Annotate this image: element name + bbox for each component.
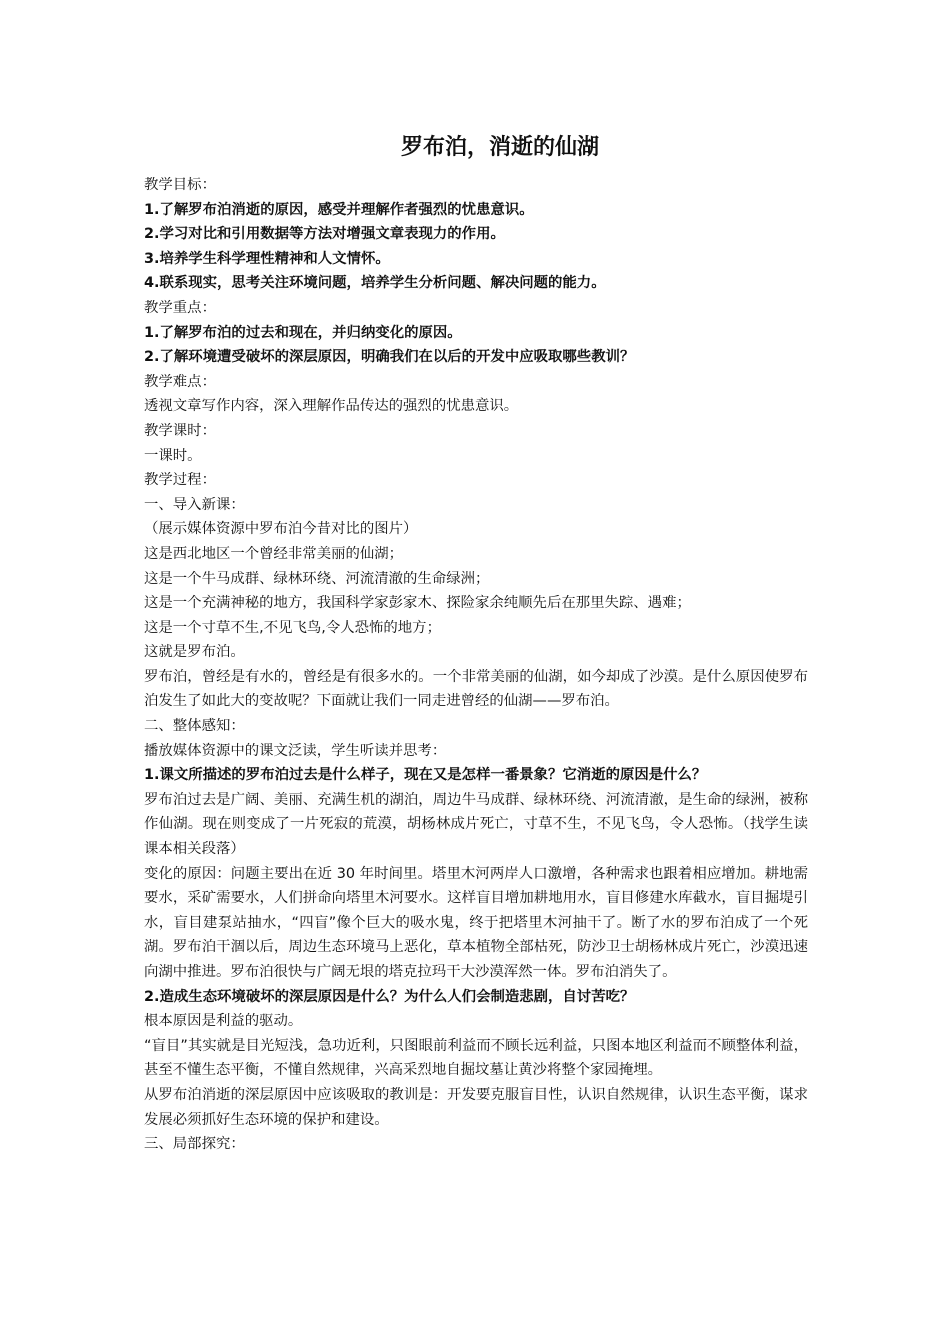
body-line: 三、局部探究： [144,1136,245,1153]
body-line: 教学课时： [144,422,216,439]
body-line: 一课时。 [144,447,202,464]
body-line: 4.联系现实，思考关注环境问题，培养学生分析问题、解决问题的能力。 [144,275,606,292]
body-line: 2.造成生态环境破坏的深层原因是什么？为什么人们会制造悲剧，自讨苦吃？ [144,988,635,1005]
body-line: 教学难点： [144,373,216,390]
body-line: 这是一个寸草不生,不见飞鸟,令人恐怖的地方； [144,619,441,636]
body-line: 1.了解罗布泊消逝的原因，感受并理解作者强烈的忧患意识。 [144,201,534,218]
body-line: 1.课文所描述的罗布泊过去是什么样子，现在又是怎样一番景象？它消逝的原因是什么？ [144,767,707,784]
body-line: 2.学习对比和引用数据等方法对增强文章表现力的作用。 [144,226,505,243]
body-line: 罗布泊，曾经是有水的，曾经是有很多水的。一个非常美丽的仙湖，如今却成了沙漠。是什么原因使罗布泊发生了如此大的变故呢？下面就让我们一同走进曾经的仙湖——罗布泊。 [144,668,808,710]
body-line: 根本原因是利益的驱动。 [144,1013,303,1030]
body-line: 这是西北地区一个曾经非常美丽的仙湖； [144,545,404,562]
body-line: 2.了解环境遭受破坏的深层原因，明确我们在以后的开发中应吸取哪些教训？ [144,349,635,366]
body-line: 这是一个牛马成群、绿林环绕、河流清澈的生命绿洲； [144,570,490,587]
body-line: 3.培养学生科学理性精神和人文情怀。 [144,250,390,267]
body-line: 变化的原因：问题主要出在近 30 年时间里。塔里木河两岸人口激增，各种需求也跟着相应增加。耕地需要水，采矿需要水，人们拼命向塔里木河要水。这样盲目增加耕地用水，盲目修建水库截水，盲目掘堤引水，盲目建泵站抽水，“四盲”像个巨大的吸水鬼，终于把塔里木河抽干了。断了水的罗布泊成了一个死湖。罗布泊干涸以后，周边生态环境马上恶化，草本植物全部枯死，防沙卫士胡杨林成片死亡，沙漠迅速向湖中推进。罗布泊很快与广阔无垠的塔克拉玛干大沙漠浑然一体。罗布泊消失了。 [144,865,808,980]
body-line: 一、导入新课： [144,496,245,513]
body-line: “盲目”其实就是目光短浅，急功近利，只图眼前利益而不顾长远利益，只图本地区利益而不顾整体利益，甚至不懂生态平衡，不懂自然规律，兴高采烈地自掘坟墓让黄沙将整个家园掩埋。 [144,1037,808,1079]
body-line: 透视文章写作内容，深入理解作品传达的强烈的忧患意识。 [144,398,519,415]
body-line: 教学过程： [144,472,216,489]
body-line: 教学目标： [144,177,216,193]
document-body [144,173,808,1157]
body-line: 1.了解罗布泊的过去和现在，并归纳变化的原因。 [144,324,462,341]
body-line: 罗布泊过去是广阔、美丽、充满生机的湖泊，周边牛马成群、绿林环绕、河流清澈，是生命的绿洲，被称作仙湖。现在则变成了一片死寂的荒漠，胡杨林成片死亡，寸草不生，不见飞鸟，令人恐怖。（找学生读课本相关段落） [144,791,808,858]
body-line: 从罗布泊消逝的深层原因中应该吸取的教训是：开发要克服盲目性，认识自然规律，认识生态平衡，谋求发展必须抓好生态环境的保护和建设。 [144,1086,808,1128]
body-line: 这就是罗布泊。 [144,644,245,661]
body-line: 二、整体感知： [144,718,245,735]
document-title: 罗布泊，消逝的仙湖 [400,135,599,160]
body-line: 播放媒体资源中的课文泛读，学生听读并思考： [144,742,447,759]
body-line: （展示媒体资源中罗布泊今昔对比的图片） [144,521,418,538]
body-line: 教学重点： [144,299,216,316]
body-line: 这是一个充满神秘的地方，我国科学家彭家木、探险家余纯顺先后在那里失踪、遇难； [144,595,691,612]
